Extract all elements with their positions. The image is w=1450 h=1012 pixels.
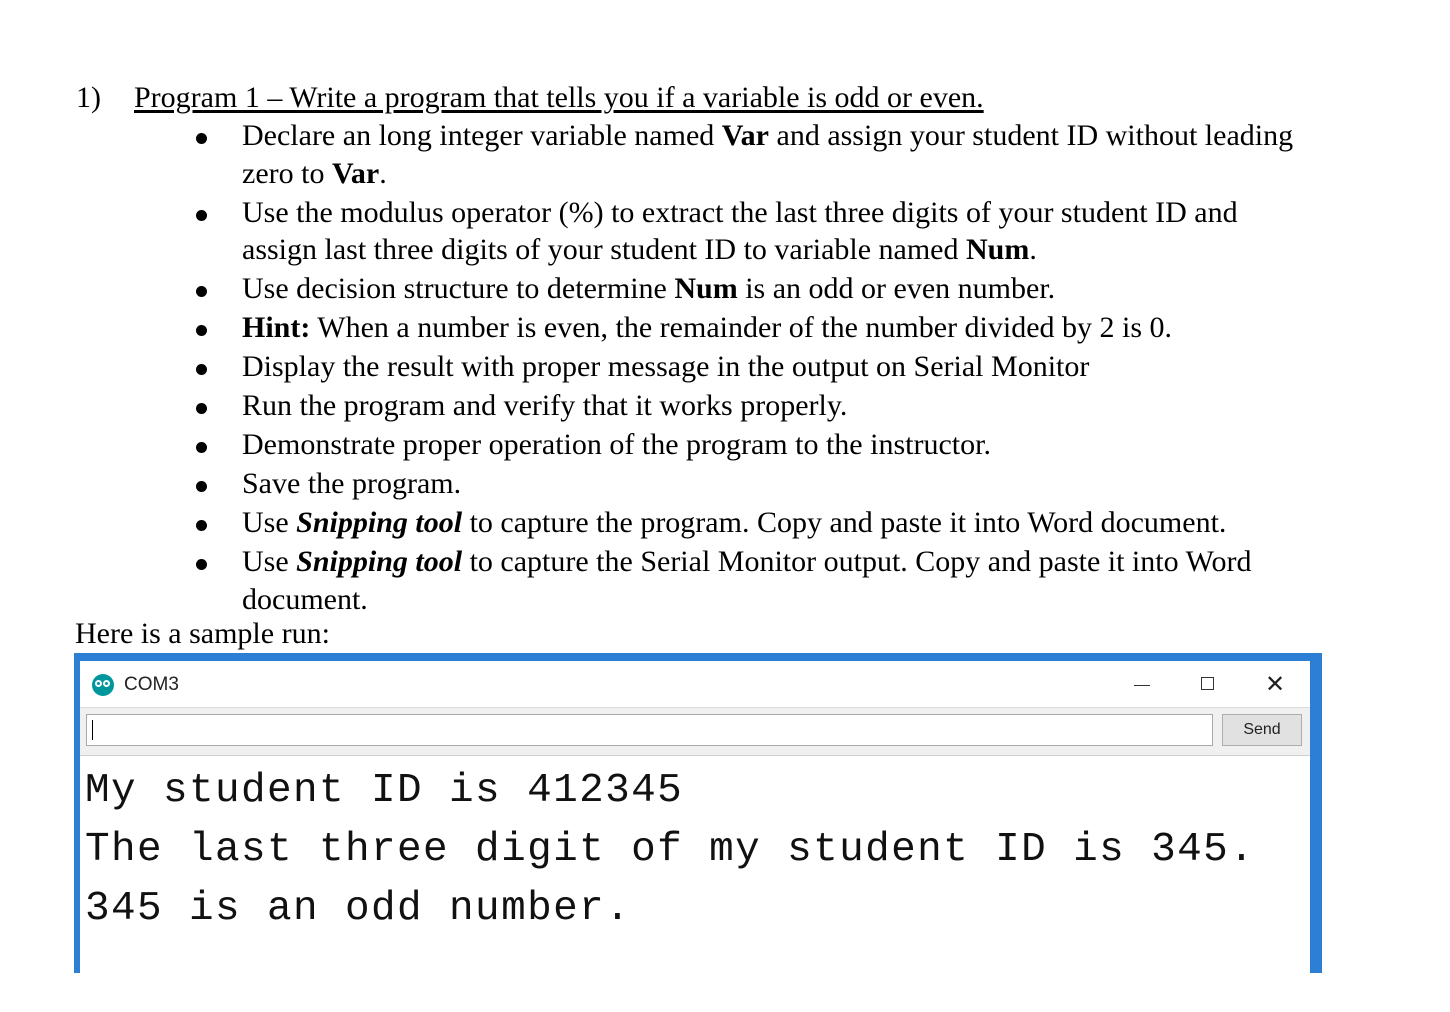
serial-input-bar [80, 707, 1310, 755]
instruction-text: When a number is even, the remainder of the number divided by 2 is 0. [310, 311, 1173, 344]
question-title: Program 1 – Write a program that tells you if a variable is odd or even. [134, 81, 984, 114]
window-titlebar [80, 661, 1310, 707]
instruction-text: Var [721, 119, 769, 152]
instruction-text: to capture the Serial Monitor output. Copy and paste it into Word document. [242, 545, 1252, 616]
instruction-text: Num [674, 272, 738, 305]
serial-monitor-window [80, 661, 1310, 973]
instruction-item [190, 270, 1310, 308]
bullet-icon [196, 442, 207, 453]
serial-input[interactable] [86, 714, 1213, 746]
instruction-text: to capture the program. Copy and paste it into Word document. [462, 506, 1227, 539]
instruction-text: Num [966, 233, 1030, 266]
instruction-text: . [379, 156, 387, 190]
instruction-item [190, 387, 1310, 425]
instruction-text: Declare an long integer variable named [242, 119, 722, 152]
instruction-text: Snipping tool [296, 545, 463, 578]
instruction-text: Use the modulus operator (%) to extract the last three digits of your student ID and assign last three digits of your student ID to variable named [242, 195, 1238, 266]
text-caret [92, 720, 93, 740]
instruction-text: Display the result with proper message in the output on Serial Monitor [242, 350, 1090, 383]
sample-run-label: Here is a sample run: [75, 617, 330, 650]
close-button[interactable]: ✕ [1264, 670, 1286, 698]
instruction-text: is an odd or even number. [737, 272, 1056, 305]
instruction-text: Use decision structure to determine [242, 272, 675, 305]
instruction-text: and assign your student ID without leading zero to [242, 119, 1294, 190]
question-number: 1) [76, 81, 101, 114]
maximize-button[interactable] [1185, 669, 1231, 699]
serial-output [80, 755, 1310, 973]
output-line: My student ID is 412345 [85, 768, 684, 814]
bullet-icon [196, 325, 207, 336]
minimize-button[interactable] [1120, 669, 1166, 699]
instruction-text: Use [242, 545, 297, 578]
instruction-item [190, 117, 1310, 192]
window-title: COM3 [124, 674, 179, 695]
instruction-item [190, 348, 1310, 386]
instruction-item [190, 543, 1310, 618]
output-line: 345 is an odd number. [85, 886, 632, 932]
instruction-item [190, 504, 1310, 542]
bullet-icon [196, 286, 207, 297]
instruction-list [190, 117, 1310, 620]
instruction-text: Hint: [242, 311, 311, 344]
instruction-text: Save the program. [242, 467, 462, 500]
bullet-icon [196, 403, 207, 414]
instruction-item [190, 426, 1310, 464]
bullet-icon [196, 481, 207, 492]
bullet-icon [196, 520, 207, 531]
send-button[interactable]: Send [1222, 714, 1302, 746]
instruction-text: Use [242, 506, 297, 539]
bullet-icon [196, 210, 207, 221]
instruction-item [190, 194, 1310, 269]
output-line: The last three digit of my student ID is 345. [85, 827, 1256, 873]
instruction-text: Demonstrate proper operation of the program to the instructor. [242, 428, 991, 461]
instruction-text: . [1029, 233, 1037, 266]
arduino-icon [92, 674, 114, 696]
bullet-icon [196, 559, 207, 570]
instruction-text: Snipping tool [296, 506, 463, 539]
instruction-item [190, 465, 1310, 503]
instruction-item [190, 309, 1310, 347]
bullet-icon [196, 133, 207, 144]
instruction-text: Var [331, 156, 380, 190]
instruction-text: Run the program and verify that it works properly. [242, 389, 848, 422]
bullet-icon [196, 364, 207, 375]
